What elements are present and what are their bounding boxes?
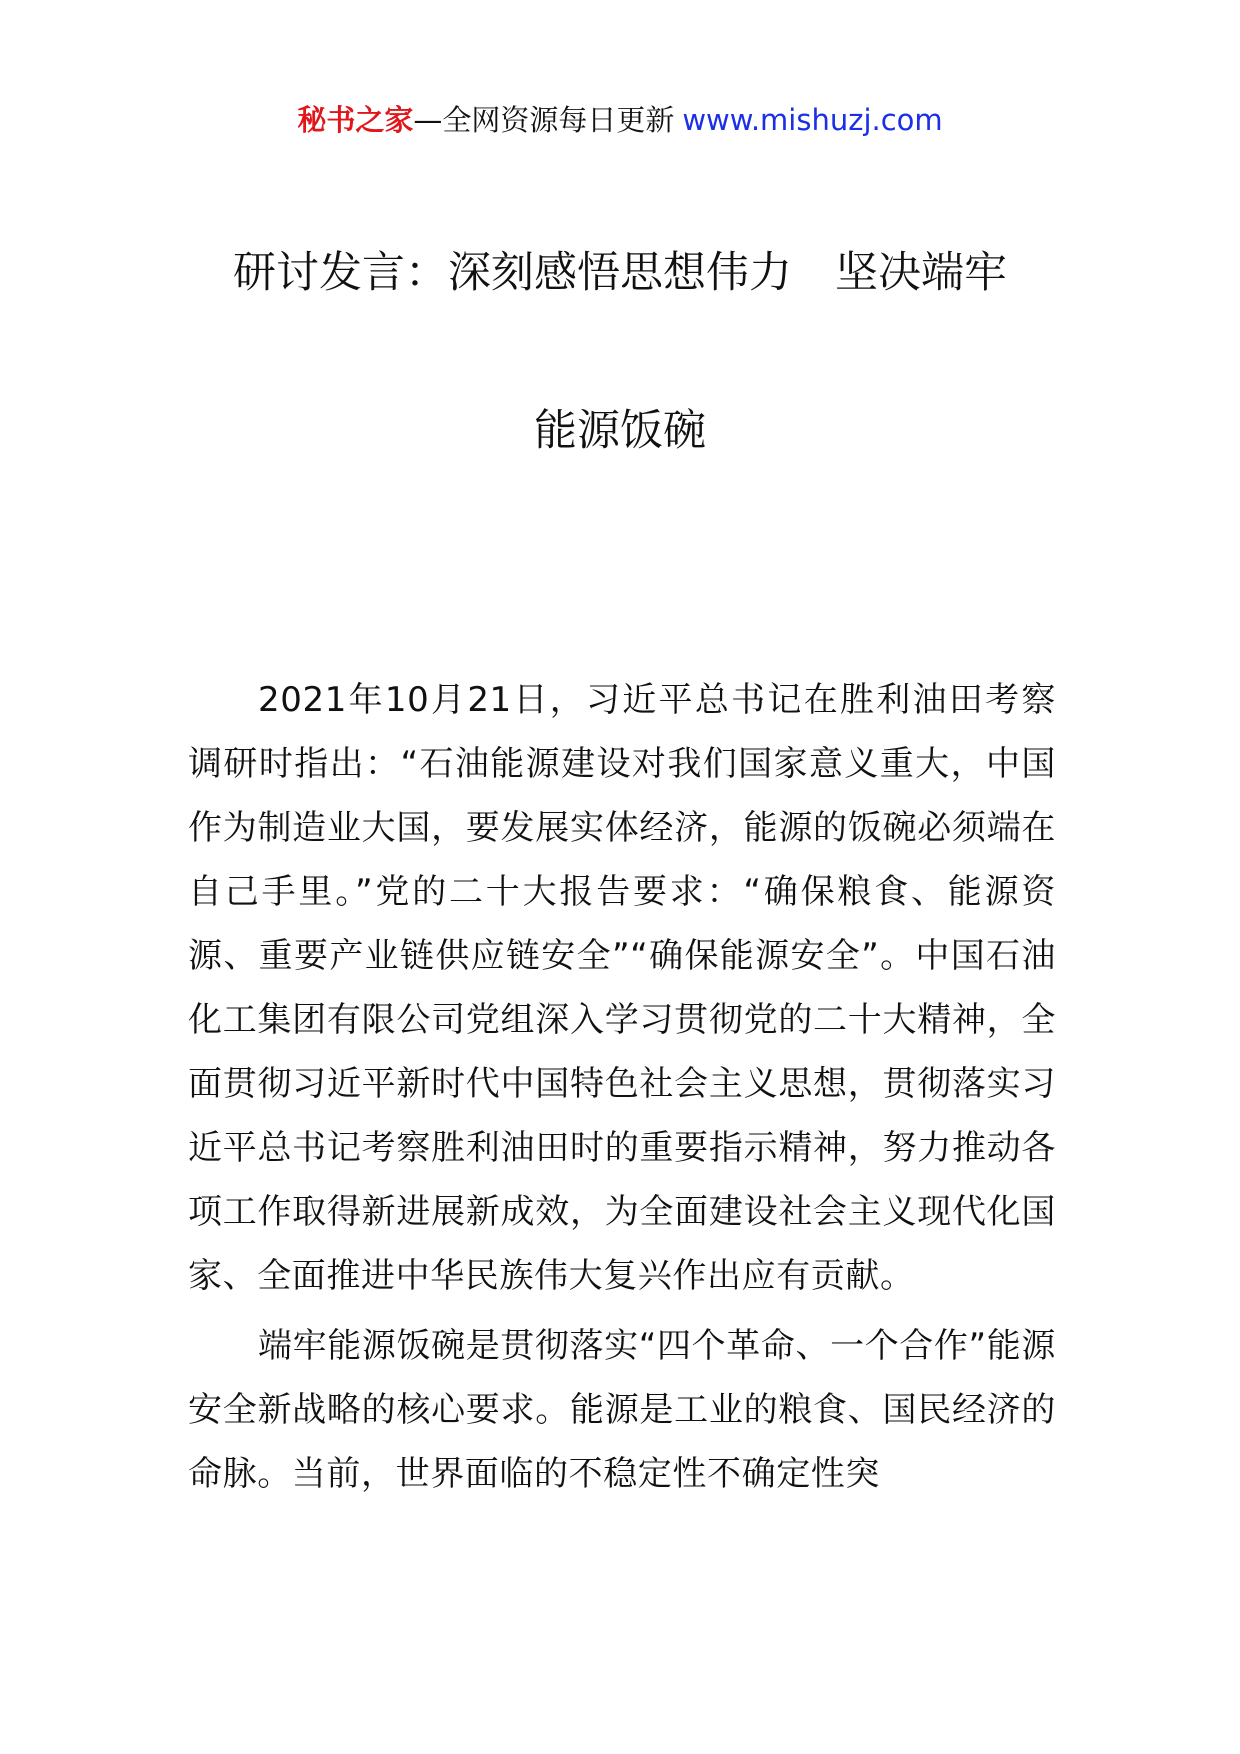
body-paragraph-2: 端牢能源饭碗是贯彻落实“四个革命、一个合作”能源安全新战略的核心要求。能源是工业的粮食、国民经济的命脉。当前，世界面临的不稳定性不确定性突: [188, 1326, 1056, 1494]
site-url-link[interactable]: www.mishuzj.com: [682, 103, 943, 137]
document-title-line-2: 能源饭碗: [534, 406, 706, 456]
brand-name: 秘书之家: [297, 103, 414, 137]
document-body: [188, 668, 1056, 1512]
document-title-line-1: 研讨发言：深刻感悟思想伟力 坚决端牢: [233, 248, 1007, 298]
header-tagline: —全网资源每日更新: [413, 103, 675, 137]
body-paragraph-1: 2021年10月21日，习近平总书记在胜利油田考察调研时指出：“石油能源建设对我们国家意义重大，中国作为制造业大国，要发展实体经济，能源的饭碗必须端在自己手里。”党的二十大报告要求：“确保粮食、能源资源、重要产业链供应链安全”“确保能源安全”。中国石油化工集团有限公司党组深入学习贯彻党的二十大精神，全面贯彻习近平新时代中国特色社会主义思想，贯彻落实习近平总书记考察胜利油田时的重要指示精神，努力推动各项工作取得新进展新成效，为全面建设社会主义现代化国家、全面推进中华民族伟大复兴作出应有贡献。: [188, 680, 1056, 1296]
site-header: [0, 100, 1240, 140]
